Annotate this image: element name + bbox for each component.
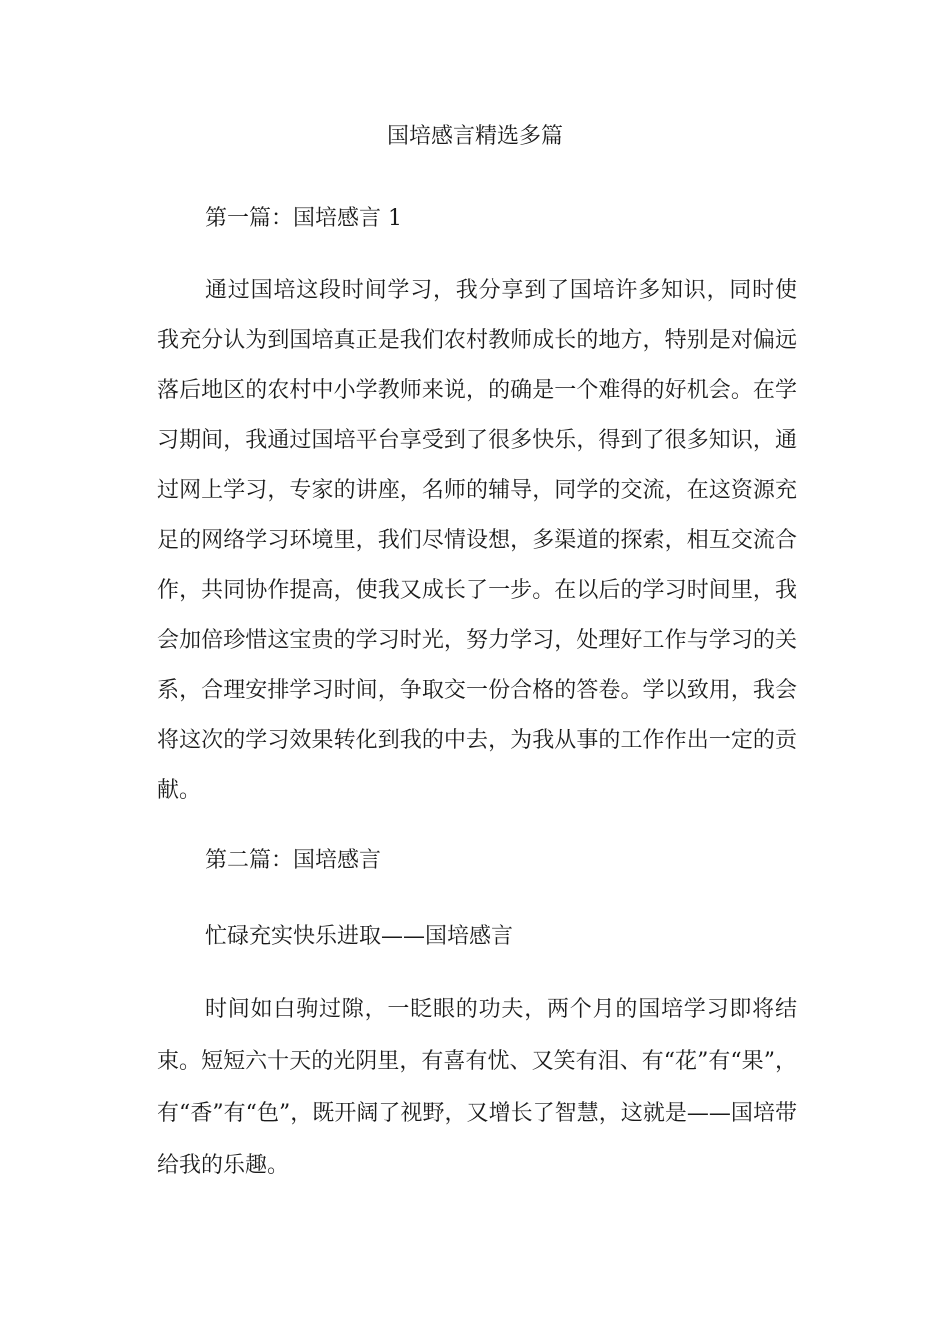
section-1-heading: 第一篇：国培感言 1 [205,206,402,231]
section-2-subtitle: 忙碌充实快乐进取——国培感言 [205,924,514,949]
document-title: 国培感言精选多篇 [386,124,563,149]
section-1-paragraph: 通过国培这段时间学习，我分享到了国培许多知识，同时使我充分认为到国培真正是我们农村教师成长的地方，特别是对偏远落后地区的农村中小学教师来说，的确是一个难得的好机会。在学习期间，我通过国培平台享受到了很多快乐，得到了很多知识，通过网上学习，专家的讲座，名师的辅导，同学的交流，在这资源充足的网络学习环境里，我们尽情设想，多渠道的探索，相互交流合作，共同协作提高，使我又成长了一步。在以后的学习时间里，我会加倍珍惜这宝贵的学习时光，努力学习，处理好工作与学习的关系，合理安排学习时间，争取交一份合格的答卷。学以致用，我会将这次的学习效果转化到我的中去，为我从事的工作作出一定的贡献。 [157,278,797,803]
section-2-paragraph: 时间如白驹过隙，一眨眼的功夫，两个月的国培学习即将结束。短短六十天的光阴里，有喜有忧、又笑有泪、有“花”有“果”，有“香”有“色”，既开阔了视野，又增长了智慧，这就是——国培带给我的乐趣。 [157,997,797,1178]
section-2-heading: 第二篇：国培感言 [205,848,382,873]
